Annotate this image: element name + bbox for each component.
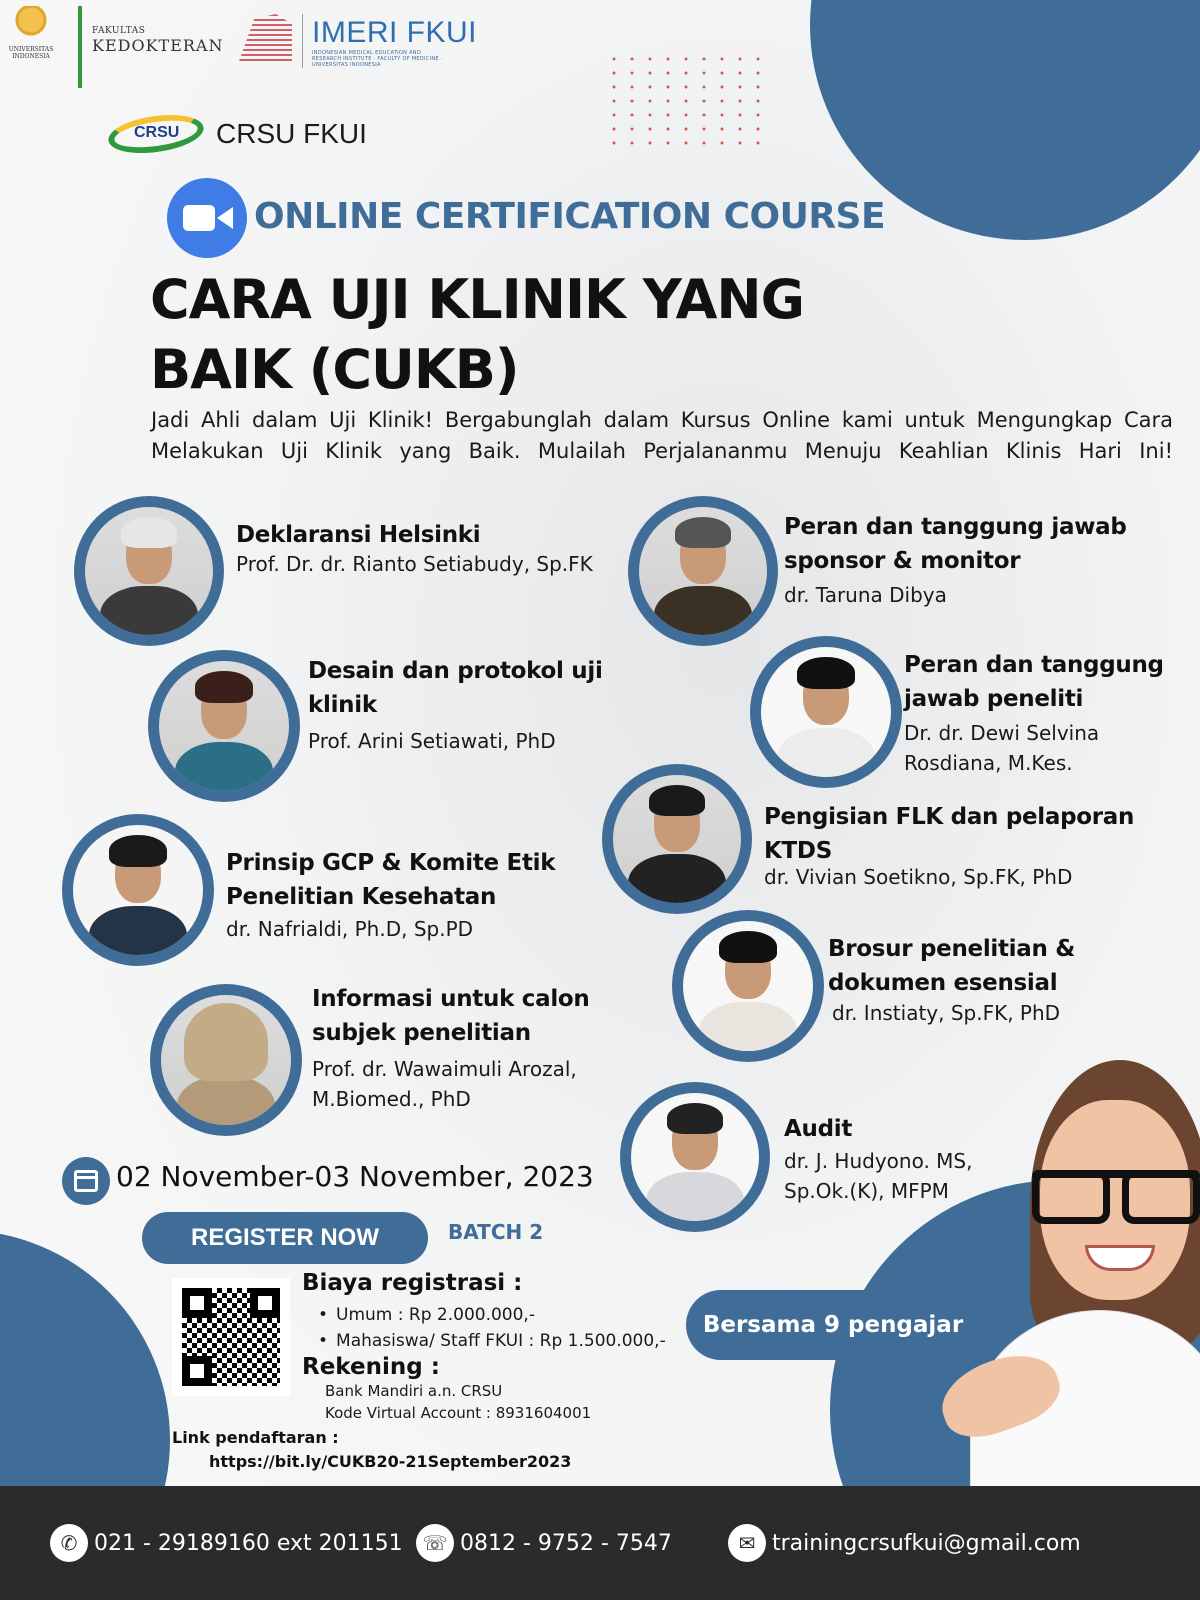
speaker-name: dr. Nafrialdi, Ph.D, Sp.PD [226, 917, 474, 941]
fee-item-student-staff: • Mahasiswa/ Staff FKUI : Rp 1.500.000,- [318, 1328, 666, 1354]
footer-phone[interactable] [50, 1486, 403, 1600]
course-title-line-2: BAIK (CUKB) [150, 338, 519, 401]
speaker-topic: Prinsip GCP & Komite Etik Penelitian Kesehatan [226, 850, 556, 910]
bank-name: Bank Mandiri a.n. CRSU [325, 1382, 503, 1400]
makara-emblem-icon [12, 6, 50, 46]
speaker-photo-avatar [628, 496, 778, 646]
speaker-photo-avatar [620, 1082, 770, 1232]
speaker-photo-avatar [150, 984, 302, 1136]
crsu-mark: CRSU [134, 124, 180, 141]
speaker-topic: Pengisian FLK dan pelaporan KTDS [764, 804, 1135, 864]
whatsapp-icon: ☏ [416, 1524, 454, 1562]
footer-whatsapp[interactable] [416, 1486, 672, 1600]
registration-qr-code[interactable] [172, 1278, 290, 1396]
fee-list [318, 1302, 666, 1354]
logo-divider [78, 6, 82, 88]
calendar-icon [62, 1157, 110, 1205]
fee-item-general: • Umum : Rp 2.000.000,- [318, 1302, 666, 1328]
universitas-indonesia-logo [8, 6, 54, 60]
ui-logo-line-2: INDONESIA [12, 53, 50, 60]
crsu-logo [108, 112, 204, 156]
course-title-line-1: CARA UJI KLINIK YANG [150, 268, 804, 331]
course-tagline: Jadi Ahli dalam Uji Klinik! Bergabunglah dalam Kursus Online kami untuk Mengungkap Cara Melakukan Uji Klinik yang Baik. Mulailah Perjalananmu Menuju Keahlian Klinis Hari Ini! [151, 408, 1173, 463]
speaker-name: Dr. dr. Dewi Selvina Rosdiana, M.Kes. [904, 721, 1100, 775]
fee-title: Biaya registrasi : [302, 1270, 523, 1296]
speaker-topic: Audit [784, 1116, 853, 1142]
speaker-name: dr. Instiaty, Sp.FK, PhD [832, 1001, 1061, 1025]
register-now-button[interactable]: REGISTER NOW [142, 1212, 428, 1264]
speaker-photo-avatar [62, 814, 214, 966]
batch-label: BATCH 2 [448, 1220, 544, 1244]
phone-number: 021 - 29189160 ext 201151 [94, 1530, 403, 1556]
speaker-name: dr. J. Hudyono. MS, Sp.Ok.(K), MFPM [784, 1149, 973, 1203]
virtual-account: Kode Virtual Account : 8931604001 [325, 1404, 592, 1422]
imeri-subtitle: INDONESIAN MEDICAL EDUCATION AND RESEARCH INSTITUTE · FACULTY OF MEDICINE · UNIVERSITAS INDONESIA [312, 50, 443, 68]
speaker-photo-avatar [148, 650, 300, 802]
speaker-name: dr. Vivian Soetikno, Sp.FK, PhD [764, 865, 1073, 889]
mail-icon: ✉ [728, 1524, 766, 1562]
logo-divider [302, 14, 303, 68]
speaker-topic: Brosur penelitian & dokumen esensial [828, 936, 1076, 996]
registration-link[interactable]: https://bit.ly/CUKB20-21September2023 [209, 1452, 572, 1471]
contact-footer [0, 1486, 1200, 1600]
speaker-photo-avatar [750, 636, 902, 788]
speaker-topic: Deklaransi Helsinki [236, 522, 481, 548]
course-title [150, 265, 870, 405]
speaker-topic: Peran dan tanggung jawab sponsor & monitor [784, 514, 1127, 574]
whatsapp-number: 0812 - 9752 - 7547 [460, 1530, 672, 1556]
phone-icon: ✆ [50, 1524, 88, 1562]
fakultas-kedokteran-logo [92, 26, 223, 55]
speaker-photo-avatar [672, 910, 824, 1062]
registration-link-label: Link pendaftaran : [172, 1428, 339, 1447]
speaker-name: dr. Taruna Dibya [784, 583, 947, 607]
bank-account-title: Rekening : [302, 1354, 440, 1380]
event-date: 02 November-03 November, 2023 [116, 1160, 594, 1193]
imeri-fkui-logo [312, 16, 477, 68]
speaker-name: Prof. dr. Wawaimuli Arozal, M.Biomed., PhD [312, 1057, 577, 1111]
instructor-count-badge: Bersama 9 pengajar [686, 1290, 980, 1360]
speaker-topic: Informasi untuk calon subjek penelitian [312, 986, 590, 1046]
speaker-topic: Peran dan tanggung jawab peneliti [904, 652, 1164, 712]
doctor-illustration [880, 1060, 1200, 1490]
fakultas-label: FAKULTAS [92, 26, 146, 36]
footer-email[interactable] [728, 1486, 1081, 1600]
speaker-photo-avatar [602, 764, 752, 914]
course-type-label: ONLINE CERTIFICATION COURSE [254, 196, 886, 237]
crsu-name: CRSU FKUI [216, 118, 367, 149]
speaker-topic: Desain dan protokol uji klinik [308, 658, 603, 718]
speaker-photo-avatar [74, 496, 224, 646]
speaker-name: Prof. Dr. dr. Rianto Setiabudy, Sp.FK [236, 552, 593, 576]
email-address: trainingcrsufkui@gmail.com [772, 1530, 1081, 1556]
kedokteran-label: KEDOKTERAN [92, 36, 224, 55]
video-camera-icon [167, 178, 247, 258]
decor-dot-grid [605, 52, 765, 152]
ui-logo-line-1: UNIVERSITAS [8, 46, 54, 53]
speaker-name: Prof. Arini Setiawati, PhD [308, 729, 556, 753]
imeri-title: IMERI FKUI [312, 16, 478, 49]
